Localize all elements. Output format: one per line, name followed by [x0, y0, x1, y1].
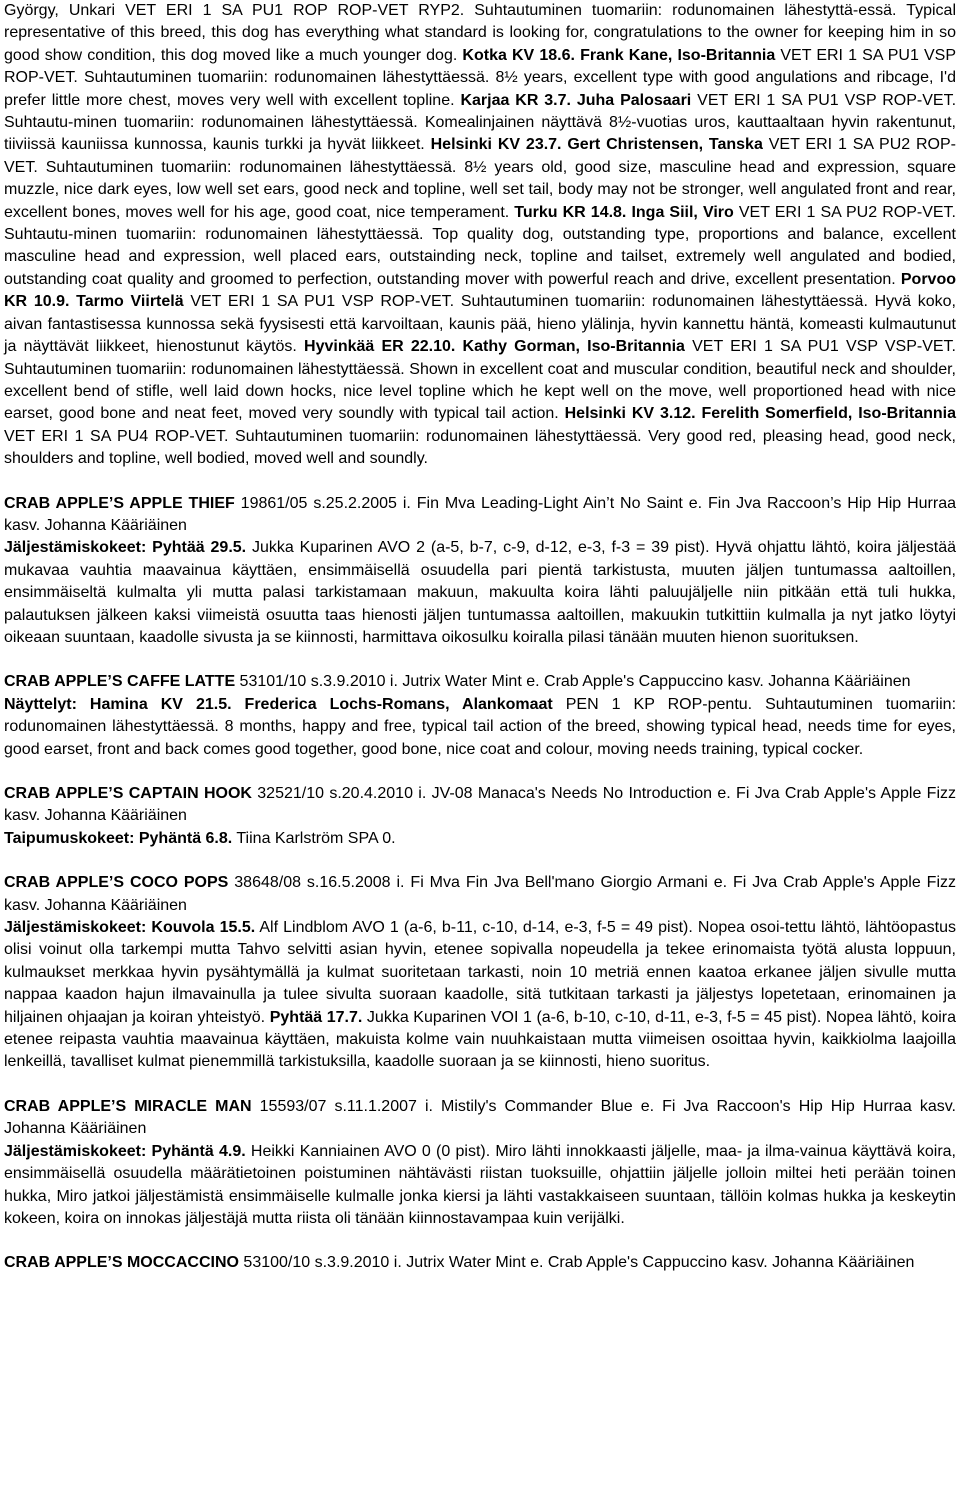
text-run: 15593/07 s.11.1.2007 i. Mistily's Commander Blue e. Fi Jva Raccoon's Hip Hip Hurraa kasv. Johanna Kääriäinen	[4, 1097, 956, 1138]
text-run: Heikki Kanniainen AVO 0 (0 pist). Miro lähti innokkaasti jäljelle, maa- ja ilma-vainua käyttävä koira, ensimmäisellä osuudella määrätietoinen poistuminen nähtävästi riistan tuoksuille, ohjattiin jäljelle jolloin miltei heti perään toinen hukka, Miro jatkoi jäljestämistä ensimmäiselle kulmalle jonka kiersi ja lähti vastakkaiseen suuntaan, tällöin kolmas hukka ja keskeytin kokeen, koira on innokas jäljestäjä mutta riista oli tänään kiinnostavampaa kuin verijälki.	[4, 1142, 957, 1227]
bold-text-run: CRAB APPLE’S CAFFE LATTE	[4, 673, 236, 691]
dog-entry-heading	[4, 1252, 956, 1274]
text-run: VET ERI 1 SA PU4 ROP-VET. Suhtautuminen tuomariin: rodunomainen lähestyttäessä. Very good red, pleasing head, good neck, shoulders and topline, well bodied, moved well and soundly.	[4, 427, 956, 468]
bold-text-run: CRAB APPLE’S MOCCACCINO	[4, 1254, 239, 1272]
paragraph-gap	[4, 1074, 956, 1096]
bold-text-run: Karjaa KR 3.7. Juha Palosaari	[460, 91, 692, 109]
text-run: VET ERI 1 SA PU2 ROP-VET. Suhtautu-minen tuomariin: rodunomainen lähestyttäessä. Top quality dog, outstanding type, proportions and balance, excellent masculine head and expression, well placed ears, outstainding neck, topline and tailset, extremely well angulated and bodied, outstanding coat quality and groomed to perfection, outstanding mover with powerful reach and drive, excellent presentation.	[4, 203, 956, 288]
text-run: 53100/10 s.3.9.2010 i. Jutrix Water Mint e. Crab Apple's Cappuccino kasv. Johanna Kääriäinen	[238, 1254, 915, 1272]
bold-text-run: CRAB APPLE’S CAPTAIN HOOK	[4, 785, 252, 802]
aptitude-results-paragraph	[4, 828, 956, 850]
bold-text-run: Näyttelyt: Hamina KV 21.5. Frederica Lochs-Romans, Alankomaat	[4, 695, 553, 713]
text-run: VET ERI 1 SA PU2 ROP-VET. Suhtautuminen tuomariin: rodunomainen lähestyttäessä. 8½ years old, good size, masculine head and expression, square muzzle, nice dark eyes, low well set ears, good neck and topline, well set tail, body may not be stronger, well angulated front and rear, excellent bones, moves well for his age, good coat, nice temperament.	[4, 136, 957, 221]
trial-results-paragraph	[4, 1141, 956, 1231]
bold-text-run: Kotka KV 18.6. Frank Kane, Iso-Britannia	[462, 46, 776, 64]
text-run: Jukka Kuparinen VOI 1 (a-6, b-10, c-10, d-11, e-3, f-5 = 45 pist). Nopea lähtö, koira etenee reipasta vauhtia maavainua käyttäen, makuista kolme vain nuuhkaistaan mutta viimeisen osoittaa hyvin, kaikkiolma laajoilla lenkeillä, tavalliset kulmat pienemmillä tarkistuksilla, kaadolle suoraan ja se kiinnosti, hieno suoritus.	[4, 1008, 957, 1071]
bold-text-run: CRAB APPLE’S COCO POPS	[4, 874, 229, 892]
bold-text-run: Porvoo KR 10.9. Tarmo Viirtelä	[4, 270, 956, 311]
dog-entry-heading	[4, 671, 956, 693]
text-run: Jukka Kuparinen AVO 2 (a-5, b-7, c-9, d-12, e-3, f-3 = 39 pist). Hyvä ohjattu lähtö, koira jäljestää mukavaa vauhtia maavainua käyttäen, ensimmäisellä osuudella pari pientä tarkistusta, muuten jäljen tuntumassa aaltoillen, ensimmäiseltä kulmalta yli mutta palasi tarkistamaan makuun, makuulta koira lähti paluujäljelle niin pitkään että tuli hukka, palautuksen jälkeen kaksi viimeistä osuutta taas hienosti jäljen tuntumassa aaltoillen, makuukin tutkittiin kulmalla ja nyt jatko löytyi oikeaan suuntaan, kaadolle sivusta ja se kiinnosti, harmittava oikosulku koiralla pilasi tänään muuten hienon suorituksen.	[4, 539, 956, 646]
text-run: György, Unkari VET ERI 1 SA PU1 ROP ROP-VET RYP2. Suhtautuminen tuomariin: rodunomainen lähestyttä-essä. Typical representative of this breed, this dog has everything what standard is looking for, congratulations to the owner for keeping him in so good show condition, this dog moved like a much younger dog.	[4, 2, 956, 64]
text-run: 19861/05 s.25.2.2005 i. Fin Mva Leading-Light Ain’t No Saint e. Fin Jva Raccoon’s Hip Hip Hurraa kasv. Johanna Kääriäinen	[4, 494, 957, 534]
paragraph-gap	[4, 471, 956, 493]
text-run: VET ERI 1 SA PU1 VSP ROP-VET. Suhtautu-minen tuomariin: rodunomainen lähestyttäessä. Komealinjainen näyttävä 8½-vuotias uros, kauttaaltaan hyvin rakentunut, tiiviissä kauniissa kunnossa, kaunis turkki ja hyvät liikkeet.	[4, 91, 957, 154]
bold-text-run: Jäljestämiskokeet: Pyhtää 29.5.	[4, 539, 247, 557]
text-run: VET ERI 1 SA PU1 VSP ROP-VET. Suhtautuminen tuomariin: rodunomainen lähestyttäessä. 8½ years, excellent type with good angulations and ribcage, I'd prefer little more chest, moves very well with excellent topline.	[4, 46, 956, 109]
trial-results-paragraph	[4, 537, 956, 649]
bold-text-run: Helsinki KV 3.12. Ferelith Somerfield, Iso-Britannia	[564, 405, 957, 423]
text-run: Alf Lindblom AVO 1 (a-6, b-11, c-10, d-14, e-3, f-5 = 49 pist). Nopea osoi-tettu lähtö, lähtöopastus olisi voinut olla tarkempi mutta Tahvo selvitti asian hyvin, etenee sopivalla nopeudella ja tekee erinomaista työtä alusta loppuun, kulmaukset merkkaa hyvin pysähtymällä ja kulmat suoritetaan tarkasti, noin 10 metriä ennen kaatoa erkanee jäljen sivulle mutta nappaa kaadon hajun ilmavainulla ja tulee sivulta suoraan kaadolle, sitä tutkitaan tarkasti ja jäljestys lopetetaan, erinomainen ja hiljainen ohjaajan ja koiran yhteistyö.	[4, 919, 956, 1026]
results-paragraph	[4, 0, 956, 471]
bold-text-run: Hyvinkää ER 22.10. Kathy Gorman, Iso-Britannia	[304, 338, 685, 356]
text-run: PEN 1 KP ROP-pentu. Suhtautuminen tuomariin: rodunomainen lähestyttäessä. 8 months, happy and free, typical tail action of the breed, showing typical head, needs time for eyes, good earset, front and back comes good together, good bone, nice coat and colour, moving needs training, typical cocker.	[4, 695, 957, 758]
paragraph-gap	[4, 761, 956, 783]
bold-text-run: CRAB APPLE’S MIRACLE MAN	[4, 1097, 252, 1115]
text-run: 32521/10 s.20.4.2010 i. JV-08 Manaca's Needs No Introduction e. Fi Jva Crab Apple's Apple Fizz kasv. Johanna Kääriäinen	[4, 785, 957, 825]
text-run: VET ERI 1 SA PU1 VSP ROP-VET. Suhtautuminen tuomariin: rodunomainen lähestyttäessä. Hyvä koko, aivan fantastisessa kunnossa sekä fyysisesti että karvoiltaan, kaunis pää, hieno ylälinja, hyvin kannettu häntä, komeasti kulmautunut ja näyttävät liikkeet, hienostunut käytös.	[4, 293, 957, 356]
dog-entry-heading	[4, 783, 956, 828]
bold-text-run: Jäljestämiskokeet: Kouvola 15.5.	[4, 919, 256, 937]
paragraph-gap	[4, 649, 956, 671]
paragraph-gap	[4, 1230, 956, 1252]
bold-text-run: Pyhtää 17.7.	[269, 1008, 363, 1026]
paragraph-gap	[4, 850, 956, 872]
bold-text-run: Jäljestämiskokeet: Pyhäntä 4.9.	[4, 1142, 246, 1160]
bold-text-run: Taipumuskokeet: Pyhäntä 6.8.	[4, 829, 233, 847]
dog-entry-heading	[4, 493, 956, 538]
bold-text-run: Turku KR 14.8. Inga Siil, Viro	[514, 203, 734, 221]
text-run: 38648/08 s.16.5.2008 i. Fi Mva Fin Jva Bell'mano Giorgio Armani e. Fi Jva Crab Apple's Apple Fizz kasv. Johanna Kääriäinen	[4, 874, 957, 914]
dog-entry-heading	[4, 1096, 956, 1141]
bold-text-run: CRAB APPLE’S APPLE THIEF	[4, 494, 235, 512]
text-run: VET ERI 1 SA PU1 VSP VSP-VET. Suhtautuminen tuomariin: rodunomainen lähestyttäessä. Shown in excellent coat and muscular condition, beautiful neck and shoulder, excellent bend of stifle, well laid down hocks, nice level topline which he kept well on the move, well proportioned head with nice earset, good bone and neat feet, moved very soundly with typical tail action.	[4, 338, 957, 423]
dog-entry-heading	[4, 872, 956, 917]
trial-results-paragraph	[4, 917, 956, 1074]
text-run: 53101/10 s.3.9.2010 i. Jutrix Water Mint e. Crab Apple's Cappuccino kasv. Johanna Kääriäinen	[235, 673, 911, 691]
show-results-paragraph	[4, 694, 956, 761]
bold-text-run: Helsinki KV 23.7. Gert Christensen, Tanska	[430, 136, 763, 154]
text-run: Tiina Karlström SPA 0.	[232, 829, 396, 847]
